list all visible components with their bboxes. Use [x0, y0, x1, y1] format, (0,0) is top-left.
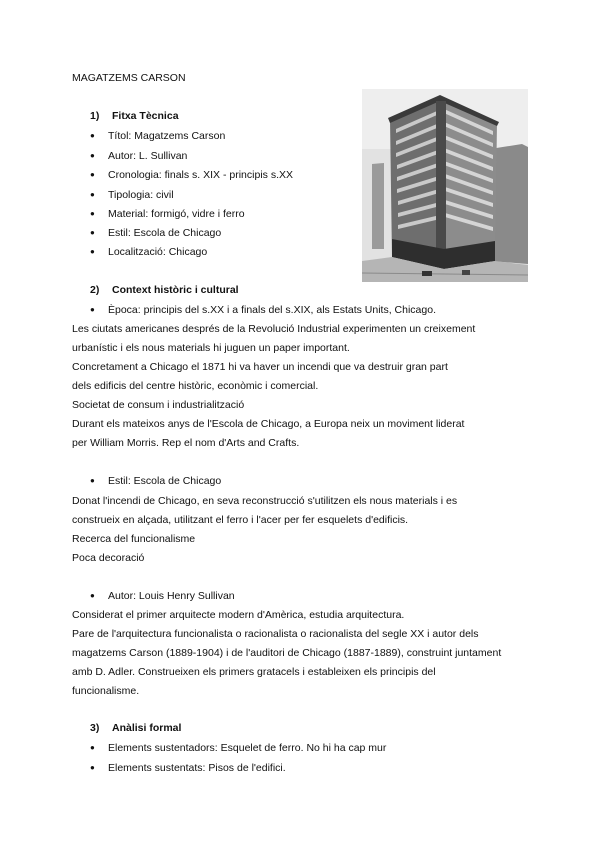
fitxa-item-material: ● Material: formigó, vidre i ferro [92, 207, 245, 221]
fitxa-item-author: ● Autor: L. Sullivan [92, 149, 187, 163]
formal-item-supported: ● Elements sustentats: Pisos de l'edifici. [92, 761, 286, 775]
context-paragraph-line: dels edificis del centre històric, econòmic i comercial. [72, 380, 319, 392]
context-epoch-bullet: ● Època: principis del s.XX i a finals del s.XIX, als Estats Units, Chicago. [92, 303, 436, 317]
author-paragraph-line: amb D. Adler. Construeixen els primers gratacels i estableixen els principis del [72, 666, 436, 678]
fitxa-item-style: ● Estil: Escola de Chicago [92, 226, 221, 240]
carson-building-illustration [362, 89, 528, 282]
author-paragraph-line: funcionalisme. [72, 685, 140, 697]
fitxa-item-typology: ● Tipologia: civil [92, 188, 174, 202]
author-paragraph-line: magatzems Carson (1889-1904) i de l'auditori de Chicago (1887-1889), construint juntament [72, 647, 502, 659]
context-style-bullet: ● Estil: Escola de Chicago [92, 474, 221, 488]
context-paragraph-line: Durant els mateixos anys de l'Escola de Chicago, a Europa neix un moviment liderat [72, 418, 465, 430]
context-paragraph-line: Societat de consum i industrialització [72, 399, 245, 411]
context-author-bullet: ● Autor: Louis Henry Sullivan [92, 589, 235, 603]
author-paragraph-line: Pare de l'arquitectura funcionalista o racionalista o racionalista del segle XX i autor dels [72, 628, 479, 640]
author-paragraph-line: Considerat el primer arquitecte modern d'Amèrica, estudia arquitectura. [72, 609, 405, 621]
fitxa-item-title: ● Títol: Magatzems Carson [92, 129, 225, 143]
context-paragraph-line: Concretament a Chicago el 1871 hi va haver un incendi que va destruir gran part [72, 361, 448, 373]
style-paragraph-line: Poca decoració [72, 552, 145, 564]
style-paragraph-line: construeix en alçada, utilitzant el ferro i l'acer per fer esquelets d'edificis. [72, 514, 409, 526]
section-2-heading: 2) Context històric i cultural [90, 284, 239, 296]
style-paragraph-line: Donat l'incendi de Chicago, en seva reconstrucció s'utilitzen els nous materials i es [72, 495, 458, 507]
context-paragraph-line: Les ciutats americanes després de la Revolució Industrial experimenten un creixement [72, 323, 476, 335]
style-paragraph-line: Recerca del funcionalisme [72, 533, 196, 545]
fitxa-item-location: ● Localització: Chicago [92, 245, 207, 259]
context-paragraph-line: per William Morris. Rep el nom d'Arts and Crafts. [72, 437, 300, 449]
fitxa-item-chronology: ● Cronologia: finals s. XIX - principis s.XX [92, 168, 293, 182]
formal-item-supports: ● Elements sustentadors: Esquelet de ferro. No hi ha cap mur [92, 741, 386, 755]
building-photo [362, 89, 528, 282]
section-1-heading: 1) Fitxa Tècnica [90, 110, 179, 122]
document-title: MAGATZEMS CARSON [72, 72, 186, 84]
section-3-heading: 3) Anàlisi formal [90, 722, 182, 734]
context-paragraph-line: urbanístic i els nous materials hi juguen un paper important. [72, 342, 350, 354]
